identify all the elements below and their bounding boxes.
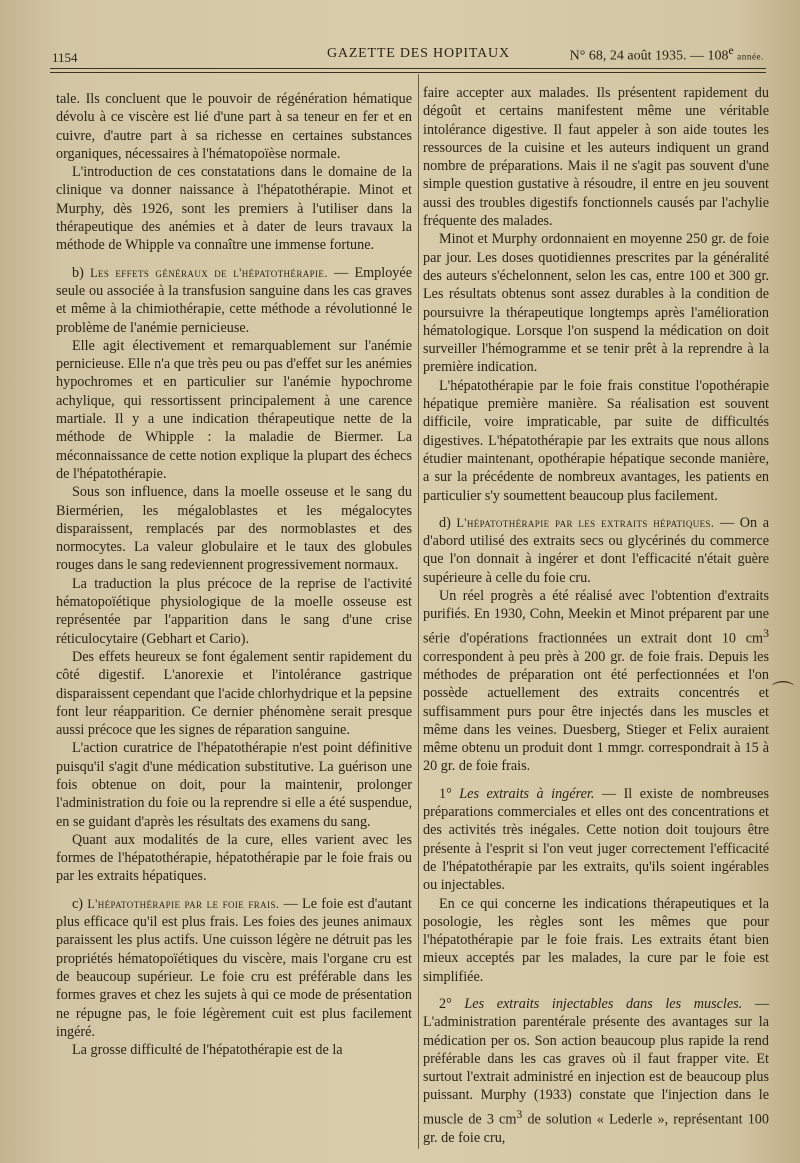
issue-annee: année. bbox=[737, 51, 764, 62]
section-text: — Le foie est d'autant plus efficace qu'il est plus frais. Les foies des jeunes animaux paraissent les plus actifs. Une cuisson légère ne détruit pas les propriétés hématopoïétiques du viscère, mais l'organe cru est de beaucoup supérieur. Le foie cru est préférable dans les formes graves et chez les sujets à qui ce mode de présentation ne répugne pas, le foie légèrement cuit est plus facilement ingéré. bbox=[56, 895, 412, 1040]
issue-date-text: N° 68, 24 août 1935. — 108 bbox=[569, 48, 729, 64]
section-b bbox=[56, 264, 412, 337]
subsection-text: — Il existe de nombreuses préparations commerciales et elles ont des concentrations et des activités très inégales. Cette notion doit toujours être présente à l'esprit si l'on veut juger correctement l'efficacité de l'hépatothérapie par les extraits, qu'ils soient ingérables ou injectables. bbox=[423, 785, 770, 894]
issue-date bbox=[570, 44, 764, 65]
section-text: — On a d'abord utilisé des extraits secs ou glycérinés du commerce que l'on donnait à ingérer et dont l'efficacité n'était guère supérieure à celle du foie cru. bbox=[423, 514, 770, 586]
paragraph-text: correspondent à peu près à 200 gr. de foie frais. Depuis les méthodes de préparation ont été perfectionnées et l'on possède actuellement des extraits concentrés et suffisamment purs pour être injectés dans les muscles et même dans les veines. Duesberg, Stieger et Felix auraient même obtenu un produit dont 1 mmgr. correspondrait à 15 à 20 gr. de foie frais. bbox=[423, 648, 769, 775]
section-text: — Employée seule ou associée à la transfusion sanguine dans les cas graves et même à la chimiothérapie, cette méthode a révolutionné le problème de l'anémie pernicieuse. bbox=[56, 264, 412, 336]
paragraph: Quant aux modalités de la cure, elles varient avec les formes de l'hépatothérapie, hépatothérapie par le foie frais ou par les extraits hépatiques. bbox=[56, 831, 412, 885]
issue-sup: e bbox=[728, 44, 734, 57]
paragraph-text: Un réel progrès a été réalisé avec l'obtention d'extraits purifiés. En 1930, Cohn, Meekin et Minot préparent par une série d'opérations fractionnées un extrait dont 10 cm bbox=[423, 588, 769, 647]
subsection-title: Les extraits à ingérer. bbox=[459, 785, 595, 802]
paragraph: Elle agit électivement et remarquablement sur l'anémie pernicieuse. Elle n'a que très peu ou pas d'effet sur les anémies hypochromes et en particulier sur l'anémie hypochrome achylique, qui ressortissent principalement à une carence martiale. Il y a une indication thérapeutique nette de la méthode de Whipple : la maladie de Biermer. La méconnaissance de cette notion explique la plupart des échecs de l'hépatothérapie. bbox=[56, 337, 412, 482]
column-divider bbox=[418, 74, 419, 1149]
header-rule-top bbox=[50, 68, 766, 69]
subsection-2 bbox=[423, 995, 769, 1147]
subsection-title: Les extraits injectables dans les muscles. bbox=[464, 995, 743, 1012]
journal-title: GAZETTE DES HOPITAUX bbox=[327, 46, 510, 61]
section-label: b) bbox=[72, 264, 84, 281]
section-label: c) bbox=[72, 895, 84, 912]
superscript: 3 bbox=[763, 625, 769, 640]
subsection-text: de solution « Lederle », représentant 100 gr. de foie cru, bbox=[423, 1111, 769, 1146]
paragraph: tale. Ils concluent que le pouvoir de régénération hématique dévolu à ce viscère est lié d'une part à sa teneur en fer et en cuivre, d'autre part à sa richesse en certaines substances organiques, nécessaires à l'hématopoïèse normale. bbox=[56, 91, 412, 162]
left-column bbox=[56, 90, 412, 1059]
paragraph: La traduction la plus précoce de la reprise de l'activité hématopoïétique physiologique de la moelle osseuse est représentée par l'apparition dans le sang d'une crise réticulocytaire (Gebhart et Cario). bbox=[56, 575, 412, 647]
paragraph: L'introduction de ces constatations dans le domaine de la clinique va donner naissance à l'hépatothérapie. Minot et Murphy, dès 1926, sont les premiers à l'utiliser dans la thérapeutique des anémies et à dater de leurs travaux la méthode de Whipple va connaître une immense fortune. bbox=[56, 164, 412, 254]
paragraph: Des effets heureux se font également sentir rapidement du côté digestif. L'anorexie et l'intolérance gastrique disparaissent cependant que l'acide chlorhydrique et la pepsine font leur réapparition. Ce dernier phénomène serait presque aussi précoce que les signes de réparation sanguine. bbox=[56, 648, 412, 739]
paragraph: Minot et Murphy ordonnaient en moyenne 250 gr. de foie par jour. Les doses quotidiennes prescrites par la généralité des auteurs s'échelonnent, selon les cas, entre 100 et 300 gr. Les résultats obtenus sont assez durables à la condition de poursuivre la thérapeutique longtemps après l'amélioration hématologique. Lorsque l'on suspend la médication on doit surveiller l'hémogramme et se tenir prêt à la reprendre à la première indication. bbox=[423, 231, 769, 376]
superscript: 3 bbox=[516, 1106, 523, 1121]
margin-caret-icon: ⌒ bbox=[771, 681, 794, 706]
subsection-1 bbox=[423, 785, 769, 895]
subsection-label: 2° bbox=[439, 995, 465, 1012]
paragraph: L'hépatothérapie par le foie frais constitue l'opothérapie hépatique première manière. Sa réalisation est souvent difficile, voire impraticable, par suite de difficultés digestives. L'hépatothérapie par les extraits que nous allons étudier maintenant, opothérapie hépatique seconde manière, a sur la précédente de nombreux avantages, les patients en particulier s'y soumettent beaucoup plus facilement. bbox=[423, 377, 769, 504]
header-rule-bottom bbox=[50, 72, 766, 73]
section-title: Les effets généraux de l'hépatothérapie. bbox=[90, 265, 328, 280]
paragraph: faire accepter aux malades. Ils présentent rapidement du dégoût et certains manifestent même une véritable intolérance digestive. Il faut appeler à son aide toutes les ressources de la cuisine et les auteurs indiquent un grand nombre de préparations. Mais il ne s'agit pas souvent d'une simple question gustative à résoudre, il entre en jeu souvent aussi des troubles digestifs fonctionnels causés par l'achylie fréquente des malades. bbox=[423, 85, 769, 230]
section-label: d) bbox=[439, 514, 451, 531]
section-d bbox=[423, 514, 769, 587]
right-column bbox=[423, 84, 769, 1147]
paragraph bbox=[423, 587, 769, 776]
paragraph: En ce qui concerne les indications thérapeutiques et la posologie, les règles sont les mêmes que pour l'hépatothérapie par le foie frais. Les extraits étant bien mieux acceptés par les malades, la cure par le foie est simplifiée. bbox=[423, 895, 769, 985]
subsection-label: 1° bbox=[439, 785, 460, 802]
section-title: L'hépatothérapie par le foie frais. bbox=[87, 896, 280, 911]
paragraph: La grosse difficulté de l'hépatothérapie est de la bbox=[72, 1042, 343, 1059]
page-header bbox=[52, 44, 764, 68]
subsection-text: — L'administration parentérale présente des avantages sur la médication per os. Son action beaucoup plus rapide la rend préférable dans les cas graves où il faut frapper vite. Et surtout l'extrait administré en injection est de beaucoup plus puissant. Murphy (1933) constate que l'injection dans le muscle de 3 cm bbox=[423, 995, 769, 1128]
section-c bbox=[56, 895, 412, 1041]
section-title: L'hépatothérapie par les extraits hépatiques. bbox=[456, 515, 715, 530]
paragraph: Sous son influence, dans la moelle osseuse et le sang du Biermérien, les mégaloblastes et les mégalocytes disparaissent, remplacés par des normoblastes et des normocytes. La valeur globulaire et le taux des globules rouges dans le sang redeviennent progressivement normaux. bbox=[56, 484, 412, 574]
page-number: 1154 bbox=[52, 50, 78, 65]
paragraph: L'action curatrice de l'hépatothérapie n'est point définitive puisqu'il s'agit d'une médication substitutive. La guérison une fois obtenue on doit, pour la maintenir, prolonger l'administration du foie ou la reprendre si elle a été suspendue, en se guidant d'après les résultats des examens du sang. bbox=[56, 740, 412, 830]
